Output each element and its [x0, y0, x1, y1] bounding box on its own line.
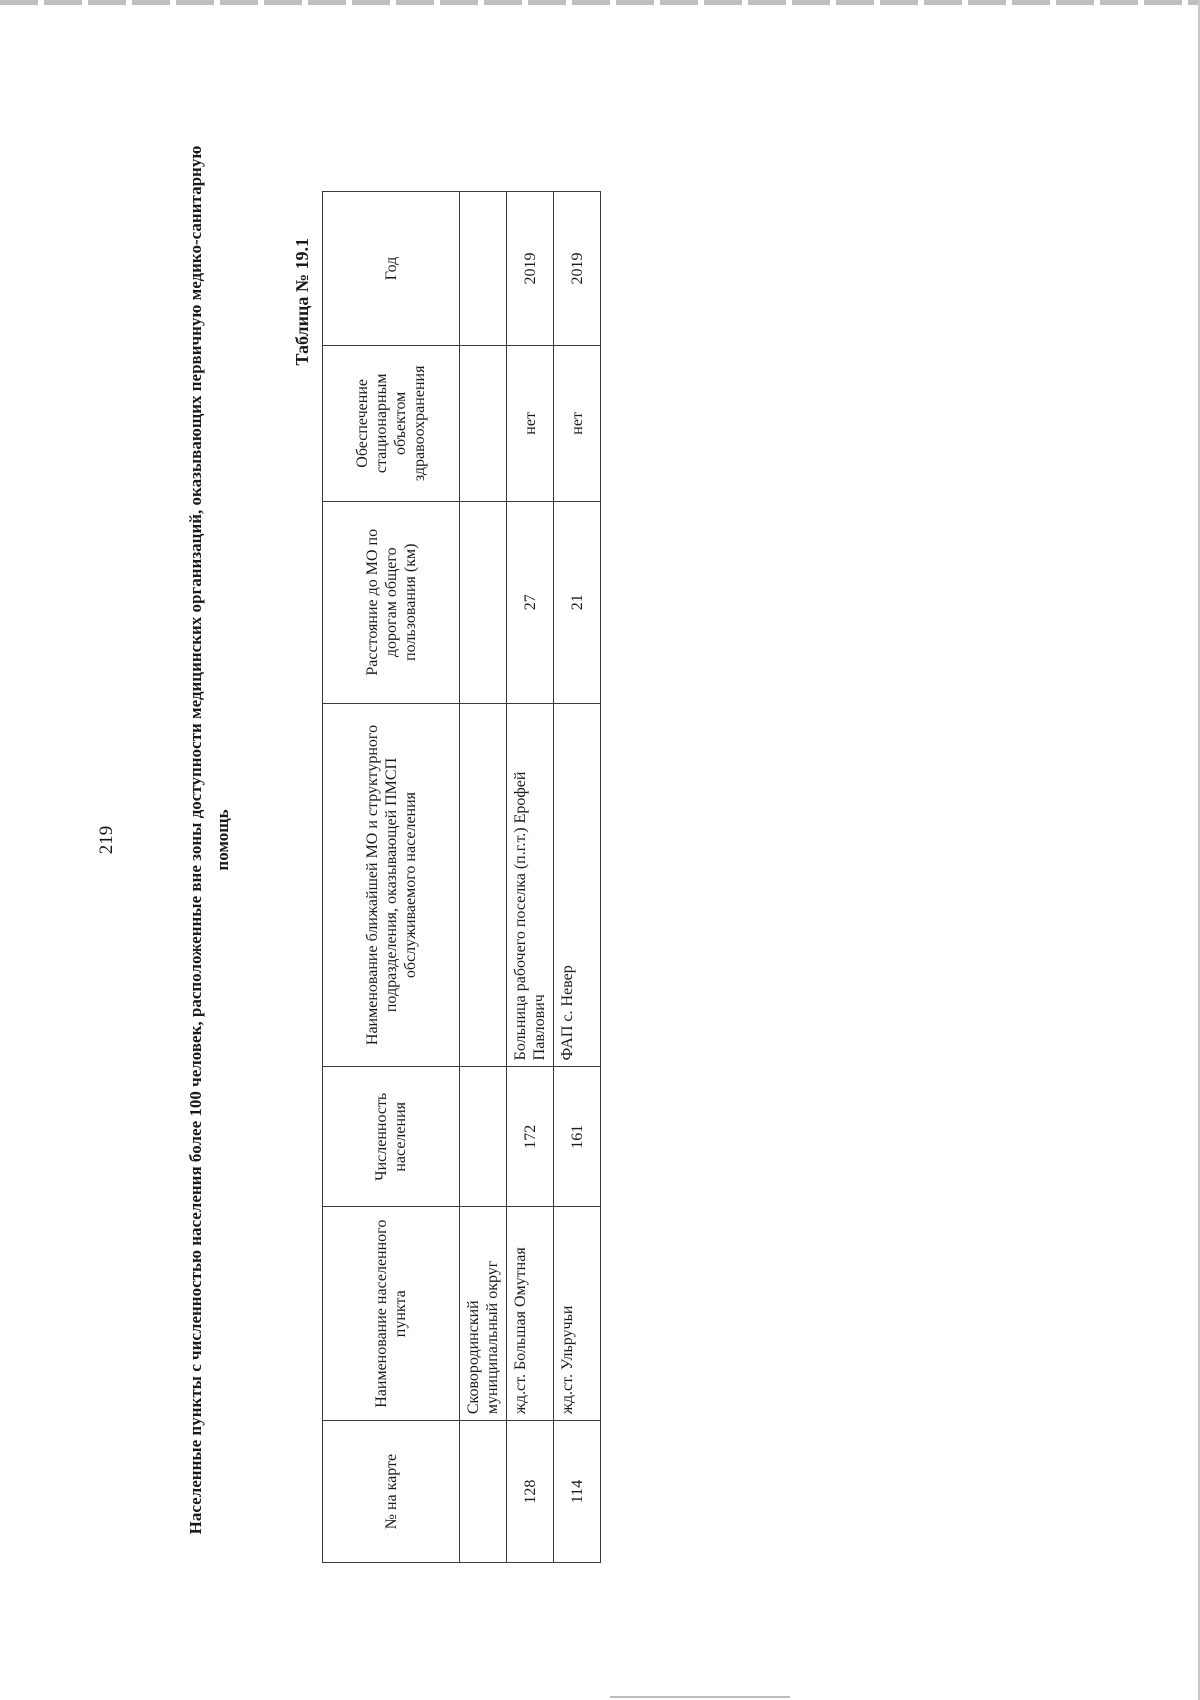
table-cell	[460, 501, 507, 703]
table-header-row	[323, 192, 460, 1563]
table-cell	[460, 1067, 507, 1207]
settlement-cell: жд.ст. Большая Омутная	[507, 1207, 554, 1421]
distance-cell: 27	[507, 501, 554, 703]
population-cell: 172	[507, 1067, 554, 1207]
column-header-map-no: № на карте	[323, 1421, 460, 1563]
table-cell	[460, 192, 507, 346]
settlements-table	[322, 191, 601, 1563]
table-caption: Таблица № 19.1	[292, 238, 312, 366]
column-header-nearest-mo: Наименование ближайшей МО и структурного подразделения, оказывающей ПМСП обслуживаемого населения	[323, 703, 460, 1067]
map-number-cell: 128	[507, 1421, 554, 1563]
column-header-year: Год	[323, 192, 460, 346]
nearest-mo-cell: ФАП с. Невер	[554, 703, 601, 1067]
nearest-mo-cell: Больница рабочего поселка (п.г.т.) Ерофей Павлович	[507, 703, 554, 1067]
column-header-settlement: Наименование населенного пункта	[323, 1207, 460, 1421]
table-cell	[460, 703, 507, 1067]
column-header-distance: Расстояние до МО по дорогам общего пользования (км)	[323, 501, 460, 703]
table-row-region	[460, 192, 507, 1563]
table-row	[554, 192, 601, 1563]
column-header-stationary: Обеспечение стационарным объектом здравоохранения	[323, 345, 460, 501]
map-number-cell: 114	[554, 1421, 601, 1563]
table-cell	[460, 1421, 507, 1563]
year-cell: 2019	[554, 192, 601, 346]
table-row	[507, 192, 554, 1563]
document-heading: Населенные пункты с численностью населения более 100 человек, расположенные вне зоны доступности медицинских организаций, оказывающих первичную медико-санитарную помощь	[186, 145, 232, 1535]
region-name: Сковородинский муниципальный округ	[460, 1207, 507, 1421]
year-cell: 2019	[507, 192, 554, 346]
stationary-cell: нет	[507, 345, 554, 501]
population-cell: 161	[554, 1067, 601, 1207]
table-cell	[460, 345, 507, 501]
distance-cell: 21	[554, 501, 601, 703]
settlement-cell: жд.ст. Ульручьи	[554, 1207, 601, 1421]
stationary-cell: нет	[554, 345, 601, 501]
column-header-population: Численность населения	[323, 1067, 460, 1207]
page-number: 219	[96, 825, 117, 855]
